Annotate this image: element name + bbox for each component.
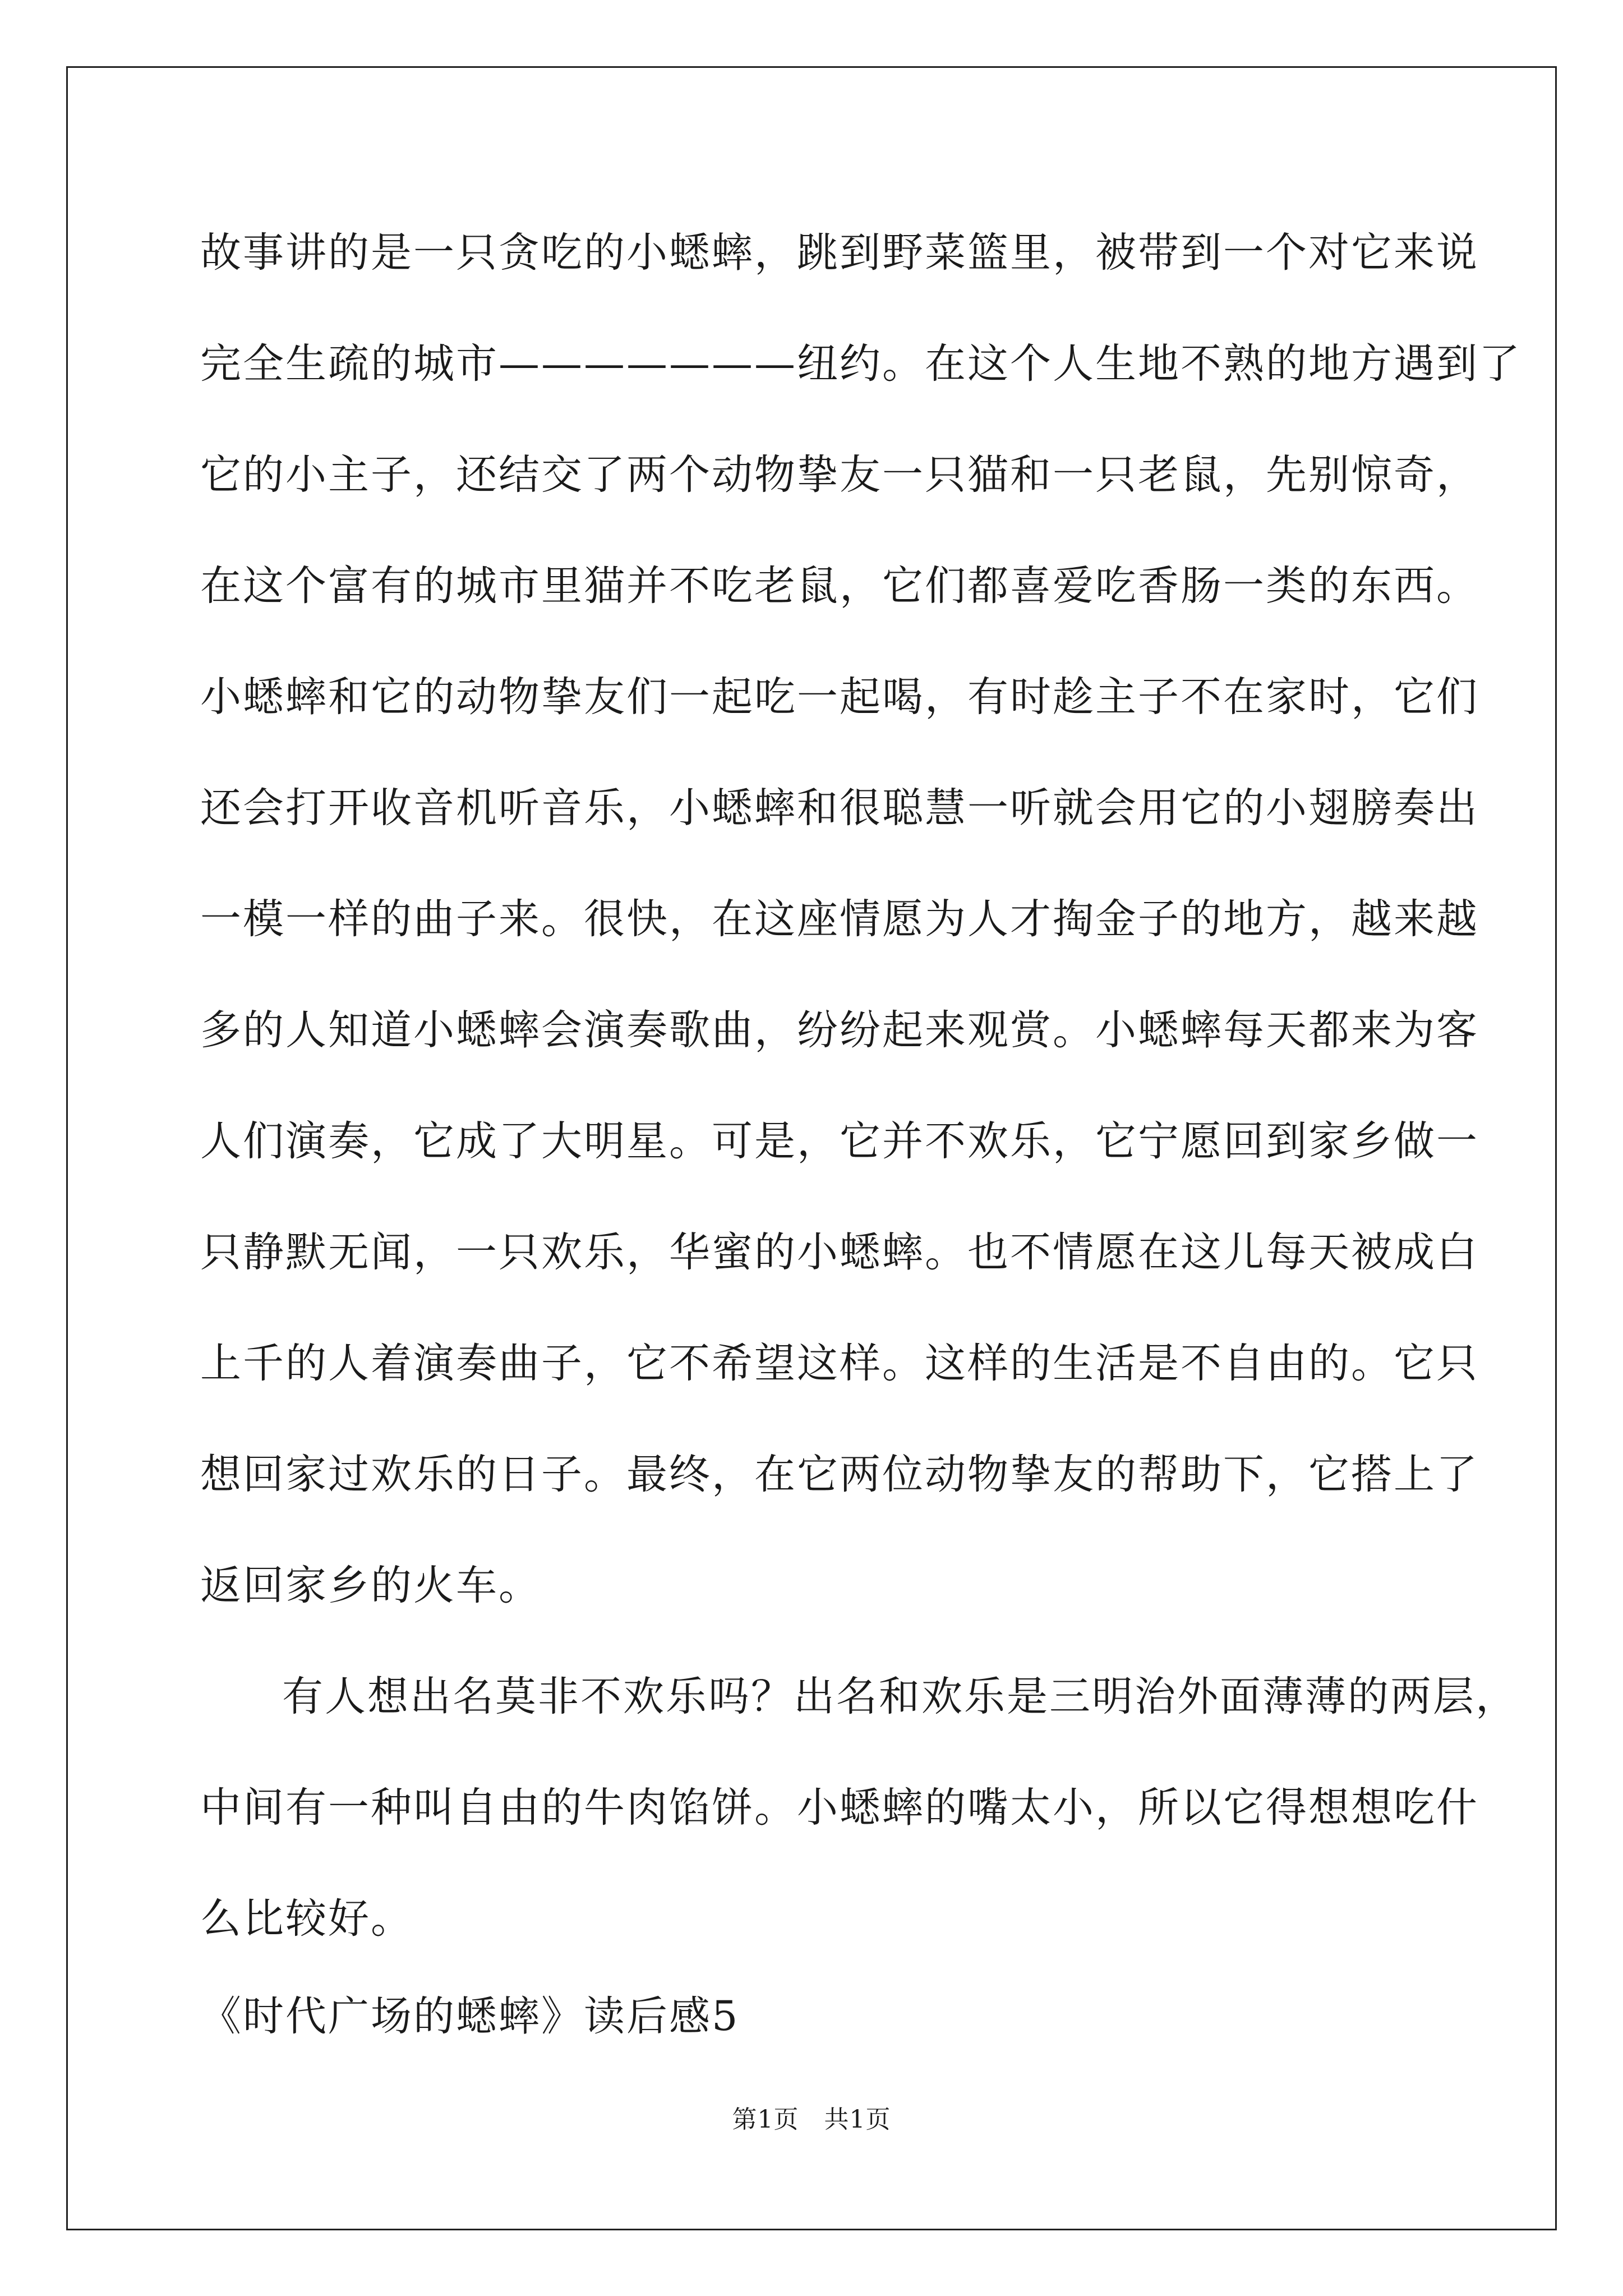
paragraph-line: 上千的人着演奏曲子，它不希望这样。这样的生活是不自由的。它只 (200, 1340, 1479, 1387)
paragraph-line: 一模一样的曲子来。很快，在这座情愿为人才掏金子的地方，越来越 (200, 895, 1479, 943)
paragraph-line: 么比较好。 (200, 1895, 413, 1943)
paragraph-line: 返回家乡的火车。 (200, 1562, 541, 1609)
page-number: 第1页 共1页 (732, 2105, 891, 2134)
paragraph-line: 它的小主子，还结交了两个动物挚友一只猫和一只老鼠，先别惊奇， (200, 451, 1479, 499)
paragraph-line: 想回家过欢乐的日子。最终，在它两位动物挚友的帮助下，它搭上了 (200, 1451, 1479, 1498)
paragraph-line: 小蟋蟀和它的动物挚友们一起吃一起喝，有时趁主子不在家时，它们 (200, 673, 1479, 721)
paragraph-line: 只静默无闻，一只欢乐，华蜜的小蟋蟀。也不情愿在这儿每天被成白 (200, 1228, 1479, 1276)
paragraph-line: 还会打开收音机听音乐，小蟋蟀和很聪慧一听就会用它的小翅膀奏出 (200, 784, 1479, 832)
paragraph-line: 中间有一种叫自由的牛肉馅饼。小蟋蟀的嘴太小，所以它得想想吃什 (200, 1784, 1479, 1832)
paragraph-line: 多的人知道小蟋蟀会演奏歌曲，纷纷起来观赏。小蟋蟀每天都来为客 (200, 1006, 1479, 1054)
paragraph-line: 有人想出名莫非不欢乐吗？出名和欢乐是三明治外面薄薄的两层， (282, 1673, 1518, 1720)
section-heading: 《时代广场的蟋蟀》读后感5 (200, 1993, 740, 2040)
paragraph-line: 人们演奏，它成了大明星。可是，它并不欢乐，它宁愿回到家乡做一 (200, 1117, 1479, 1165)
paragraph-line: 故事讲的是一只贪吃的小蟋蟀，跳到野菜篮里，被带到一个对它来说 (200, 229, 1479, 277)
paragraph-line: 在这个富有的城市里猫并不吃老鼠，它们都喜爱吃香肠一类的东西。 (200, 562, 1479, 610)
paragraph-line: 完全生疏的城市———————纽约。在这个人生地不熟的地方遇到了 (200, 340, 1521, 388)
